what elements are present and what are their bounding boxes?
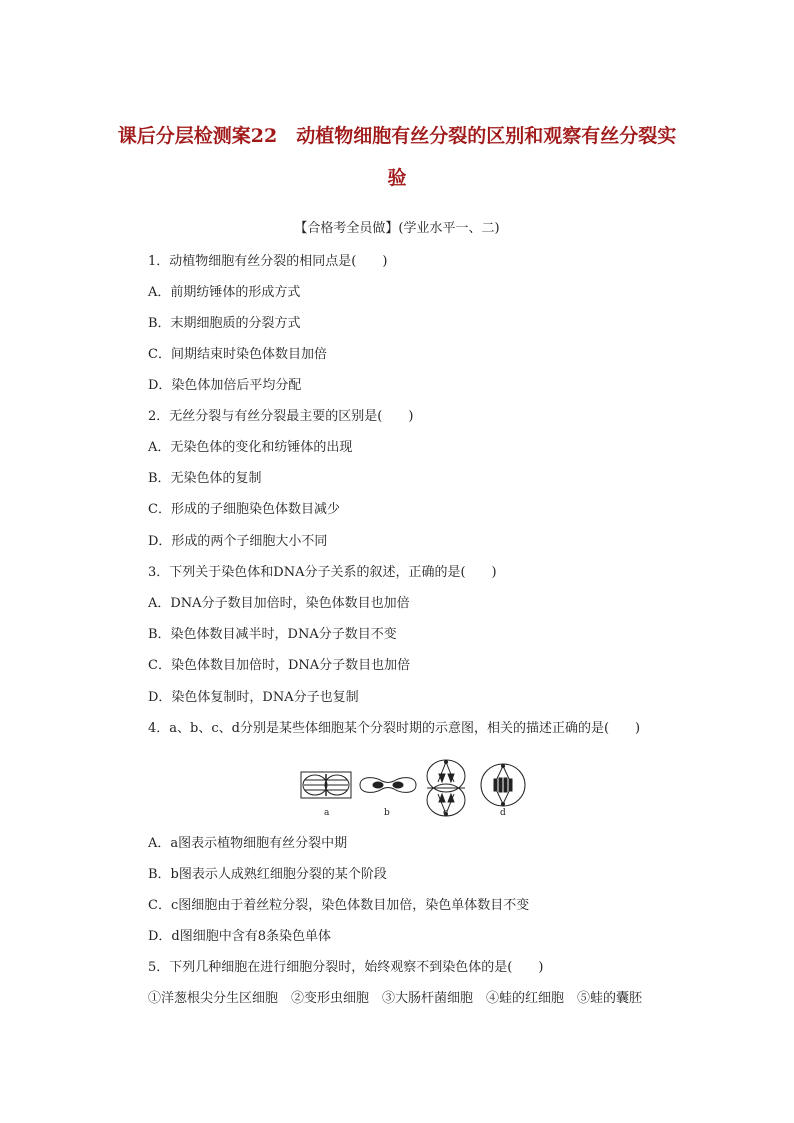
figure-b-dividing-cell-icon xyxy=(360,778,416,793)
question-4-option-a: A．a图表示植物细胞有丝分裂中期 xyxy=(148,836,348,851)
question-2: 2．无丝分裂与有丝分裂最主要的区别是( ) xyxy=(148,409,414,424)
question-4-option-c: C．c图细胞由于着丝粒分裂，染色体数目加倍，染色单体数目不变 xyxy=(148,898,530,913)
question-5: 5．下列几种细胞在进行细胞分裂时，始终观察不到染色体的是( ) xyxy=(148,960,544,975)
figure-label-b: b xyxy=(384,808,390,818)
page-title-line-2: 验 xyxy=(387,167,407,189)
question-3-option-d: D．染色体复制时，DNA分子也复制 xyxy=(148,690,359,705)
question-2-option-d: D．形成的两个子细胞大小不同 xyxy=(148,534,328,549)
question-5-choices: ①洋葱根尖分生区细胞 ②变形虫细胞 ③大肠杆菌细胞 ④蛙的红细胞 ⑤蛙的囊胚 xyxy=(148,991,643,1006)
page-title-line-1: 课后分层检测案22 动植物细胞有丝分裂的区别和观察有丝分裂实 xyxy=(117,125,677,147)
question-1-option-d: D．染色体加倍后平均分配 xyxy=(148,378,302,393)
question-1-option-b: B．末期细胞质的分裂方式 xyxy=(148,316,301,331)
question-3: 3．下列关于染色体和DNA分子关系的叙述，正确的是( ) xyxy=(148,565,497,580)
question-2-option-b: B．无染色体的复制 xyxy=(148,471,262,486)
section-heading: 【合格考全员做】(学业水平一、二) xyxy=(294,221,500,236)
question-2-option-c: C．形成的子细胞染色体数目减少 xyxy=(148,502,340,517)
question-4-option-d: D．d图细胞中含有8条染色单体 xyxy=(148,929,332,944)
figure-label-a: a xyxy=(324,808,330,818)
figure-label-c: c xyxy=(443,808,449,818)
question-3-option-c: C．染色体数目加倍时，DNA分子数目也加倍 xyxy=(148,658,411,673)
question-1-option-c: C．间期结束时染色体数目加倍 xyxy=(148,347,327,362)
question-3-option-a: A．DNA分子数目加倍时，染色体数目也加倍 xyxy=(148,596,410,611)
question-1: 1．动植物细胞有丝分裂的相同点是( ) xyxy=(148,254,388,269)
figure-d-animal-cell-icon xyxy=(481,764,525,806)
question-4: 4．a、b、c、d分别是某些体细胞某个分裂时期的示意图，相关的描述正确的是( ) xyxy=(148,721,641,736)
figure-a-plant-cell-icon xyxy=(301,772,351,798)
figure-label-d: d xyxy=(500,808,506,818)
question-1-option-a: A．前期纺锤体的形成方式 xyxy=(148,285,301,300)
question-4-option-b: B．b图表示人成熟红细胞分裂的某个阶段 xyxy=(148,867,387,882)
question-3-option-b: B．染色体数目减半时，DNA分子数目不变 xyxy=(148,627,397,642)
question-2-option-a: A．无染色体的变化和纺锤体的出现 xyxy=(148,440,353,455)
